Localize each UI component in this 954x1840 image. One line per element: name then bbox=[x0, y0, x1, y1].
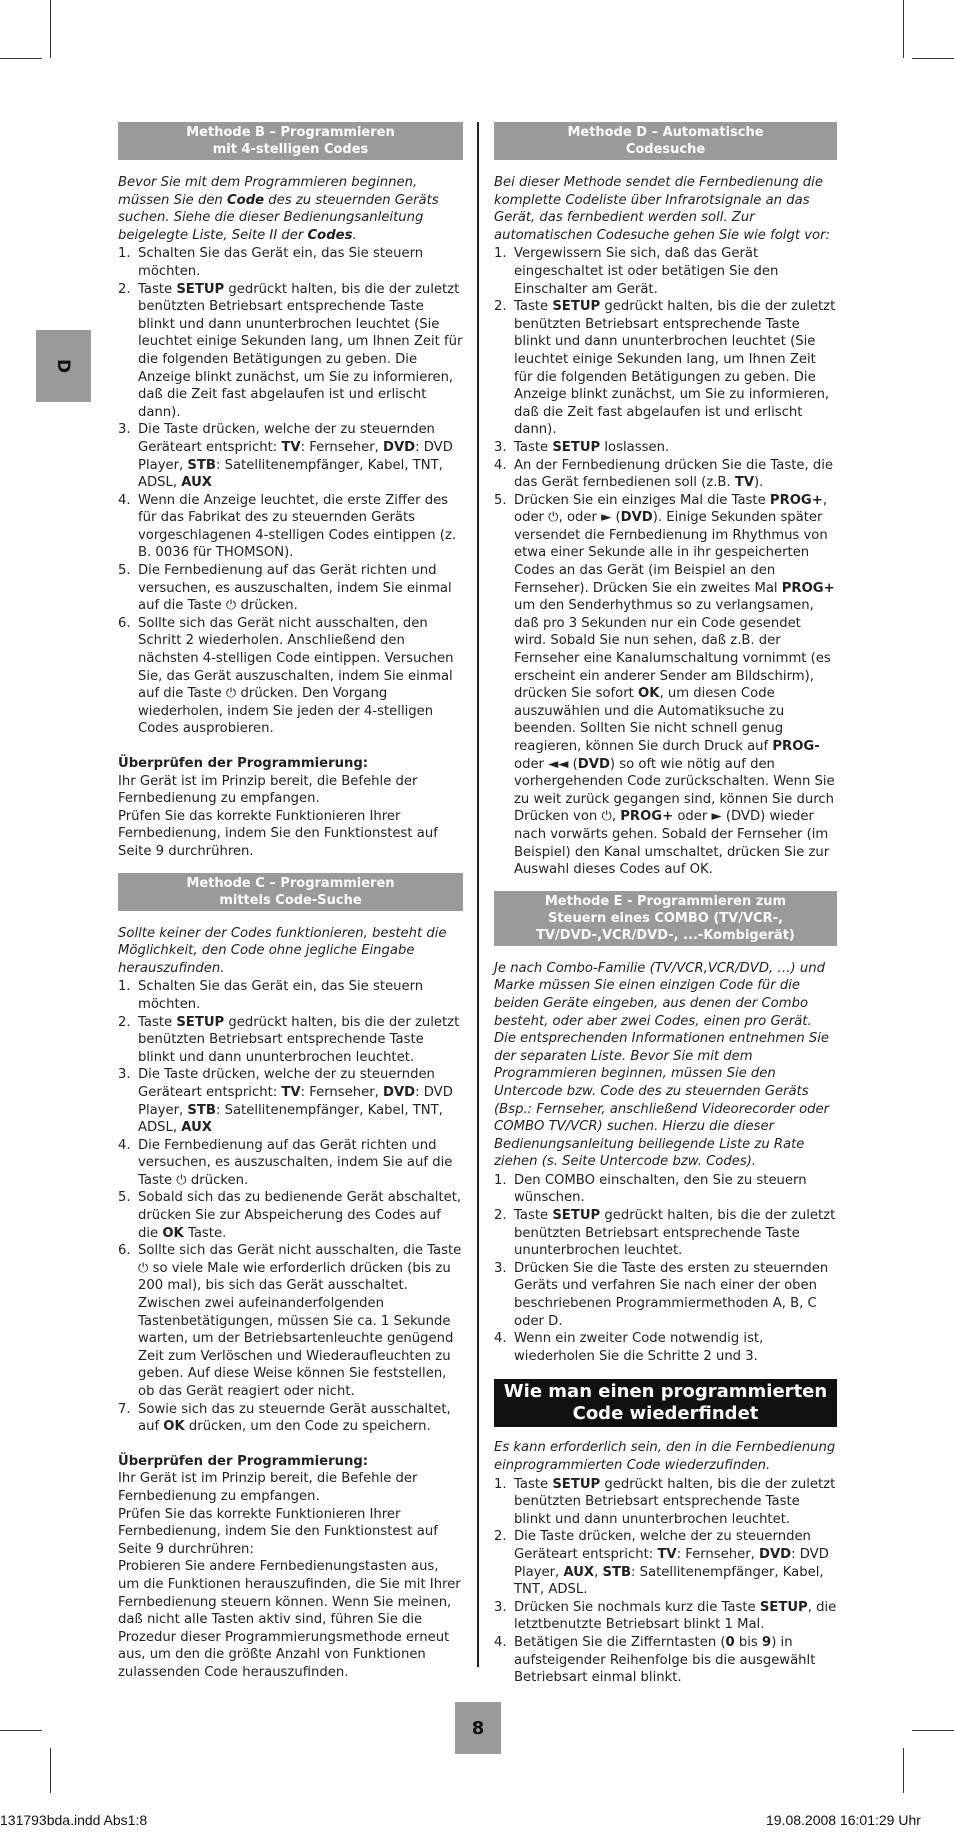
list-item-text: Taste SETUP gedrückt halten, bis die der zuletzt benützten Betriebsart entsprechende Taste blinkt und dann ununterbrochen leuchtet. bbox=[138, 1014, 460, 1065]
find-code-steps bbox=[494, 1476, 837, 1687]
crop-mark bbox=[50, 1748, 51, 1793]
list-item-text: Wenn ein zweiter Code notwendig ist, wiederholen Sie die Schritte 2 und 3. bbox=[514, 1331, 764, 1364]
method-d-title-line: Codesuche bbox=[625, 142, 706, 157]
list-item: 4. Die Fernbedienung auf das Gerät richten und versuchen, es auszuschalten, indem Sie auf die Taste ⏻ drücken. bbox=[118, 1137, 453, 1188]
list-item-text: Die Taste drücken, welche der zu steuernden Geräteart entspricht: TV: Fernseher, DVD: DVD Player, STB: Satellitenempfänger, Kabel, TNT, ADSL, AUX bbox=[138, 1067, 453, 1136]
method-b-check-title: Überprüfen der Programmierung: bbox=[118, 756, 369, 771]
list-item: 6. Sollte sich das Gerät nicht ausschalten, die Taste ⏻ so viele Male wie erforderlich drücken (bis zu 200 mal), bis sich das Gerät ausschaltet. Zwischen zwei aufeinanderfolgenden Tastenbetätigungen, müssen Sie ca. 1 Sekunde warten, um der Betriebsartenleuchte genügend Zeit zum Verlöschen und Wiederaufleuchten zu geben. Auf diese Weise können Sie feststellen, ob das Gerät reagiert oder nicht. bbox=[118, 1243, 462, 1399]
list-item: 3. Drücken Sie die Taste des ersten zu steuernden Geräts und verfahren Sie nach einer der oben beschriebenen Programmiermethoden A, B, C oder D. bbox=[494, 1260, 829, 1329]
method-e-title-line: TV/DVD-,VCR/DVD-, ...-Kombigerät) bbox=[536, 927, 795, 943]
method-c-check-title: Überprüfen der Programmierung: bbox=[118, 1453, 369, 1469]
list-item-text: Taste SETUP gedrückt halten, bis die der zuletzt benützten Betriebsart entsprechende Taste blinkt und dann ununterbrochen leuchtet. bbox=[514, 1476, 836, 1527]
list-item-text: Schalten Sie das Gerät ein, das Sie steuern möchten. bbox=[138, 246, 424, 279]
method-b-check-text: Prüfen Sie das korrekte Funktionieren Ihrer Fernbedienung, indem Sie den Funktionstest auf Seite 9 durchrühren. bbox=[118, 808, 438, 859]
method-b-intro: Bevor Sie mit dem Programmieren beginnen, müssen Sie den Code des zu steuernden Geräts suchen. Siehe die dieser Bedienungsanleitung beigelegte Liste, Seite II der Codes. bbox=[118, 175, 439, 243]
method-b-steps bbox=[118, 245, 463, 738]
list-item-text: Taste SETUP gedrückt halten, bis die der zuletzt benützten Betriebsart entsprechende Taste ununterbrochen leuchtet. bbox=[514, 1208, 836, 1259]
crop-mark bbox=[912, 58, 954, 59]
method-c-steps bbox=[118, 978, 463, 1435]
method-e-title-line: Steuern eines COMBO (TV/VCR-, bbox=[548, 910, 783, 926]
list-item-text: Drücken Sie ein einziges Mal die Taste PROG+, oder ⏻, oder ► (DVD). Einige Sekunden später versendet die Fernbedienung im Rhythmus von etwa einer Sekunde alle in ihr gespeicherten Codes an das Gerät (im Beispiel an den Fernseher). Drücken Sie ein zweites Mal PROG+ um den Senderhythmus so zu verlangsamen, daß pro 3 Sekunden nur ein Code gesendet wird. Sobald Sie nun sehen, daß z.B. der Fernseher eine Kanalumschaltung vornimmt (es erscheint ein anderer Sender am Bildschirm), drücken Sie sofort OK, um diesen Code auszuwählen und die Automatiksuche zu beenden. Sollten Sie nicht schnell genug reagieren, können Sie durch Druck auf PROG- oder ◄◄ (DVD) so oft wie nötig auf den vorhergehenden Code zurückschalten. Wenn Sie zu weit zurück gegangen sind, können Sie durch Drücken von ⏻, PROG+ oder ► (DVD) wieder nach vorwärts gehen. Sobald der Fernseher (im Beispiel) den Kanal umschaltet, drücken Sie zur Auswahl dieses Codes auf OK. bbox=[514, 492, 835, 878]
list-item: 1. Den COMBO einschalten, den Sie zu steuern wünschen. bbox=[494, 1172, 807, 1206]
list-item: 3. Drücken Sie nochmals kurz die Taste SETUP, die letztbenutzte Betriebsart blinkt 1 Mal. bbox=[494, 1599, 837, 1633]
list-item-text: Taste SETUP gedrückt halten, bis die der zuletzt benützten Betriebsart entsprechende Taste blinkt und dann ununterbrochen leuchtet (Sie leuchtet einige Sekunden lang, um Ihnen Zeit für die folgenden Betätigungen zu geben. Die Anzeige blinkt zunächst, um Sie zu informieren, daß die Zeit fast abgelaufen ist und erlischt dann). bbox=[514, 299, 836, 438]
find-code-title-line: Wie man einen programmierten bbox=[503, 1381, 828, 1403]
method-d-steps bbox=[494, 245, 837, 878]
list-item: 1. Vergewissern Sie sich, daß das Gerät eingeschaltet ist oder betätigen Sie den Einschalter am Gerät. bbox=[494, 246, 779, 297]
method-c-check-text: Ihr Gerät ist im Prinzip bereit, die Befehle der Fernbedienung zu empfangen. bbox=[118, 1471, 418, 1504]
crop-mark bbox=[0, 1730, 42, 1731]
list-item-text: An der Fernbedienung drücken Sie die Taste, die das Gerät fernbedienen soll (z.B. TV). bbox=[514, 457, 834, 491]
list-item: 5. Drücken Sie ein einziges Mal die Taste PROG+, oder ⏻, oder ► (DVD). Einige Sekunden später versendet die Fernbedienung im Rhythmus von etwa einer Sekunde alle in ihr gespeicherten Codes an das Gerät (im Beispiel an den Fernseher). Drücken Sie ein zweites Mal PROG+ um den Senderhythmus so zu verlangsamen, daß pro 3 Sekunden nur ein Code gesendet wird. Sobald Sie nun sehen, daß z.B. der Fernseher eine Kanalumschaltung vornimmt (es erscheint ein anderer Sender am Bildschirm), drücken Sie sofort OK, um diesen Code auszuwählen und die Automatiksuche zu beenden. Sollten Sie nicht schnell genug reagieren, können Sie durch Druck auf PROG- oder ◄◄ (DVD) so oft wie nötig auf den vorhergehenden Code zurückschalten. Wenn Sie zu weit zurück gegangen sind, können Sie durch Drücken von ⏻, PROG+ oder ► (DVD) wieder nach vorwärts gehen. Sobald der Fernseher (im Beispiel) den Kanal umschaltet, drücken Sie zur Auswahl dieses Codes auf OK. bbox=[494, 492, 835, 878]
method-d-title-line: Methode D – Automatische bbox=[567, 125, 764, 140]
list-item: 4. Betätigen Sie die Zifferntasten (0 bis 9) in aufsteigender Reihenfolge bis die ausgewählt Betriebsart einmal blinkt. bbox=[494, 1634, 816, 1686]
list-item-text: Taste SETUP loslassen. bbox=[514, 439, 670, 455]
list-item-text: Die Taste drücken, welche der zu steuernden Geräteart entspricht: TV: Fernseher, DVD: DVD Player, AUX, STB: Satellitenempfänger, Kabel, TNT, ADSL. bbox=[514, 1529, 829, 1598]
method-b-title-line: Methode B – Programmieren bbox=[186, 125, 395, 140]
method-e-header bbox=[494, 891, 837, 946]
list-item: 2. Taste SETUP gedrückt halten, bis die der zuletzt benützten Betriebsart entsprechende Taste blinkt und dann ununterbrochen leuchtet (Sie leuchtet einige Sekunden lang, um Ihnen Zeit für die folgenden Betätigungen zu geben. Die Anzeige blinkt zunächst, um Sie zu informieren, daß die Zeit fast abgelaufen ist und erlischt dann). bbox=[118, 281, 463, 420]
method-e-intro: Je nach Combo-Familie (TV/VCR,VCR/DVD, …) und Marke müssen Sie einen einzigen Code für die beiden Geräte eingeben, aus denen der Combo besteht, oder aber zwei Codes, einen pro Gerät. Die entsprechenden Informationen entnehmen Sie der separaten Liste. Bevor Sie mit dem Programmieren beginnen, müssen Sie den Untercode bzw. Code des zu steuernden Geräts (Bsp.: Fernseher, anschließend Videorecorder oder COMBO TV/VCR) suchen. Hierzu die dieser Bedienungsanleitung beiliegende Liste zu Rate ziehen (s. Seite Untercode bzw. Codes). bbox=[494, 960, 830, 1170]
list-item-text: Drücken Sie die Taste des ersten zu steuernden Geräts und verfahren Sie nach einer der oben beschriebenen Programmiermethoden A, B, C oder D. bbox=[514, 1260, 829, 1329]
language-tab bbox=[36, 330, 91, 402]
crop-mark bbox=[0, 58, 42, 59]
list-item-text: Taste SETUP gedrückt halten, bis die der zuletzt benützten Betriebsart entsprechende Taste blinkt und dann ununterbrochen leuchtet (Sie leuchtet einige Sekunden lang, um Ihnen Zeit für die folgenden Betätigungen zu geben. Die Anzeige blinkt zunächst, um Sie zu informieren, daß die Zeit fast abgelaufen ist und erlischt dann). bbox=[138, 281, 463, 420]
list-item: 7. Sowie sich das zu steuernde Gerät ausschaltet, auf OK drücken, um den Code zu speichern. bbox=[118, 1401, 451, 1435]
list-item: 3. Die Taste drücken, welche der zu steuernden Geräteart entspricht: TV: Fernseher, DVD: DVD Player, STB: Satellitenempfänger, Kabel, TNT, ADSL, AUX bbox=[118, 1067, 453, 1136]
list-item: 1. Schalten Sie das Gerät ein, das Sie steuern möchten. bbox=[118, 246, 424, 279]
method-b-title-line: mit 4-stelligen Codes bbox=[212, 142, 369, 157]
find-code-intro: Es kann erforderlich sein, den in die Fernbedienung einprogrammierten Code wiederzufinden. bbox=[494, 1440, 836, 1473]
language-tab-label: D bbox=[53, 358, 74, 374]
crop-mark bbox=[912, 1730, 954, 1731]
column-divider bbox=[477, 122, 479, 1667]
method-d-header bbox=[494, 122, 837, 160]
crop-mark bbox=[50, 0, 51, 58]
list-item-text: Sollte sich das Gerät nicht ausschalten, die Taste ⏻ so viele Male wie erforderlich drücken (bis zu 200 mal), bis sich das Gerät ausschaltet. Zwischen zwei aufeinanderfolgenden Tastenbetätigungen, müssen Sie ca. 1 Sekunde warten, um der Betriebsartenleuchte genügend Zeit zum Verlöschen und Wiederaufleuchten zu geben. Auf diese Weise können Sie feststellen, ob das Gerät reagiert oder nicht. bbox=[138, 1243, 462, 1399]
list-item-text: Drücken Sie nochmals kurz die Taste SETUP, die letztbenutzte Betriebsart blinkt 1 Mal. bbox=[514, 1599, 837, 1633]
list-item: 4. Wenn die Anzeige leuchtet, die erste Ziffer des für das Fabrikat des zu steuernden Geräts vorgeschlagenen 4-stelligen Codes eintippen (z. B. 0036 für THOMSON). bbox=[118, 492, 457, 561]
crop-mark bbox=[903, 1748, 904, 1793]
list-item: 2. Taste SETUP gedrückt halten, bis die der zuletzt benützten Betriebsart entsprechende Taste blinkt und dann ununterbrochen leuchtet (Sie leuchtet einige Sekunden lang, um Ihnen Zeit für die folgenden Betätigungen zu geben. Die Anzeige blinkt zunächst, um Sie zu informieren, daß die Zeit fast abgelaufen ist und erlischt dann). bbox=[494, 299, 836, 438]
list-item: 3. Die Taste drücken, welche der zu steuernden Geräteart entspricht: TV: Fernseher, DVD: DVD Player, STB: Satellitenempfänger, Kabel, TNT, ADSL, AUX bbox=[118, 422, 453, 491]
method-c-check-text: Probieren Sie andere Fernbedienungstasten aus, um die Funktionen herauszufinden, die Sie mit Ihrer Fernbedienung steuern können. Wenn Sie meinen, daß nicht alle Tasten aktiv sind, führen Sie die Prozedur dieser Programmierungsmethode erneut aus, um den die größte Anzahl von Funktionen zulassenden Code herauszufinden. bbox=[118, 1559, 461, 1680]
list-item-text: Sollte sich das Gerät nicht ausschalten, den Schritt 2 wiederholen. Anschließend den nächsten 4-stelligen Code eintippen. Versuchen Sie, das Gerät auszuschalten, indem Sie einmal auf die Taste ⏻ drücken. Den Vorgang wiederholen, indem Sie jeden der 4-stelligen Codes ausprobieren. bbox=[138, 615, 454, 737]
list-item-text: Die Fernbedienung auf das Gerät richten und versuchen, es auszuschalten, indem Sie auf die Taste ⏻ drücken. bbox=[138, 1137, 453, 1188]
find-code-header bbox=[494, 1379, 837, 1427]
method-e-title-line: Methode E - Programmieren zum bbox=[544, 893, 787, 909]
method-b-header bbox=[118, 122, 463, 160]
right-column bbox=[494, 122, 837, 1687]
left-column bbox=[118, 122, 463, 1682]
method-d-intro: Bei dieser Methode sendet die Fernbedienung die komplette Codeliste über Infrarotsignale an das Gerät, das fernbedient werden soll. Zur automatischen Codesuche gehen Sie wie folgt vor: bbox=[494, 175, 830, 243]
list-item: 3. Taste SETUP loslassen. bbox=[494, 439, 670, 455]
method-c-check-text: Prüfen Sie das korrekte Funktionieren Ihrer Fernbedienung, indem Sie den Funktionstest auf Seite 9 durchrühren: bbox=[118, 1506, 438, 1557]
page-number: 8 bbox=[455, 1702, 501, 1754]
list-item: 4. Wenn ein zweiter Code notwendig ist, wiederholen Sie die Schritte 2 und 3. bbox=[494, 1331, 764, 1364]
list-item-text: Schalten Sie das Gerät ein, das Sie steuern möchten. bbox=[138, 979, 424, 1012]
list-item-text: Sobald sich das zu bedienende Gerät abschaltet, drücken Sie zur Abspeicherung des Codes auf die OK Taste. bbox=[138, 1190, 462, 1241]
crop-mark bbox=[903, 0, 904, 58]
list-item: 5. Die Fernbedienung auf das Gerät richten und versuchen, es auszuschalten, indem Sie einmal auf die Taste ⏻ drücken. bbox=[118, 563, 452, 614]
list-item: 2. Die Taste drücken, welche der zu steuernden Geräteart entspricht: TV: Fernseher, DVD: DVD Player, AUX, STB: Satellitenempfänger, Kabel, TNT, ADSL. bbox=[494, 1529, 829, 1598]
method-c-title-line: mittels Code-Suche bbox=[219, 892, 362, 908]
list-item: 1. Schalten Sie das Gerät ein, das Sie steuern möchten. bbox=[118, 979, 424, 1012]
method-c-title-line: Methode C – Programmieren bbox=[186, 875, 395, 891]
footer-datetime: 19.08.2008 16:01:29 Uhr bbox=[766, 1812, 921, 1828]
find-code-title-line: Code wiederfindet bbox=[572, 1403, 759, 1425]
list-item: 1. Taste SETUP gedrückt halten, bis die der zuletzt benützten Betriebsart entsprechende Taste blinkt und dann ununterbrochen leuchtet. bbox=[494, 1476, 836, 1527]
method-c-intro: Sollte keiner der Codes funktionieren, besteht die Möglichkeit, den Code ohne jegliche Eingabe herauszufinden. bbox=[118, 925, 447, 976]
method-e-steps bbox=[494, 1172, 837, 1366]
list-item: 2. Taste SETUP gedrückt halten, bis die der zuletzt benützten Betriebsart entsprechende Taste ununterbrochen leuchtet. bbox=[494, 1208, 836, 1259]
list-item-text: Betätigen Sie die Zifferntasten (0 bis 9) in aufsteigender Reihenfolge bis die ausgewählt Betriebsart einmal blinkt. bbox=[514, 1634, 816, 1686]
list-item: 6. Sollte sich das Gerät nicht ausschalten, den Schritt 2 wiederholen. Anschließend den nächsten 4-stelligen Code eintippen. Versuchen Sie, das Gerät auszuschalten, indem Sie einmal auf die Taste ⏻ drücken. Den Vorgang wiederholen, indem Sie jeden der 4-stelligen Codes ausprobieren. bbox=[118, 615, 454, 737]
list-item-text: Sowie sich das zu steuernde Gerät ausschaltet, auf OK drücken, um den Code zu speichern. bbox=[138, 1401, 451, 1435]
footer-file: 131793bda.indd Abs1:8 bbox=[0, 1812, 148, 1828]
list-item-text: Die Taste drücken, welche der zu steuernden Geräteart entspricht: TV: Fernseher, DVD: DVD Player, STB: Satellitenempfänger, Kabel, TNT, ADSL, AUX bbox=[138, 422, 453, 491]
method-c-header bbox=[118, 873, 463, 911]
list-item: 2. Taste SETUP gedrückt halten, bis die der zuletzt benützten Betriebsart entsprechende Taste blinkt und dann ununterbrochen leuchtet. bbox=[118, 1014, 460, 1065]
list-item: 5. Sobald sich das zu bedienende Gerät abschaltet, drücken Sie zur Abspeicherung des Codes auf die OK Taste. bbox=[118, 1190, 462, 1241]
method-b-check-text: Ihr Gerät ist im Prinzip bereit, die Befehle der Fernbedienung zu empfangen. bbox=[118, 773, 418, 807]
list-item-text: Die Fernbedienung auf das Gerät richten und versuchen, es auszuschalten, indem Sie einmal auf die Taste ⏻ drücken. bbox=[138, 563, 452, 614]
list-item-text: Den COMBO einschalten, den Sie zu steuern wünschen. bbox=[514, 1172, 807, 1206]
list-item-text: Wenn die Anzeige leuchtet, die erste Ziffer des für das Fabrikat des zu steuernden Geräts vorgeschlagenen 4-stelligen Codes eintippen (z. B. 0036 für THOMSON). bbox=[138, 492, 457, 561]
list-item-text: Vergewissern Sie sich, daß das Gerät eingeschaltet ist oder betätigen Sie den Einschalter am Gerät. bbox=[514, 246, 779, 297]
list-item: 4. An der Fernbedienung drücken Sie die Taste, die das Gerät fernbedienen soll (z.B. TV). bbox=[494, 457, 834, 491]
